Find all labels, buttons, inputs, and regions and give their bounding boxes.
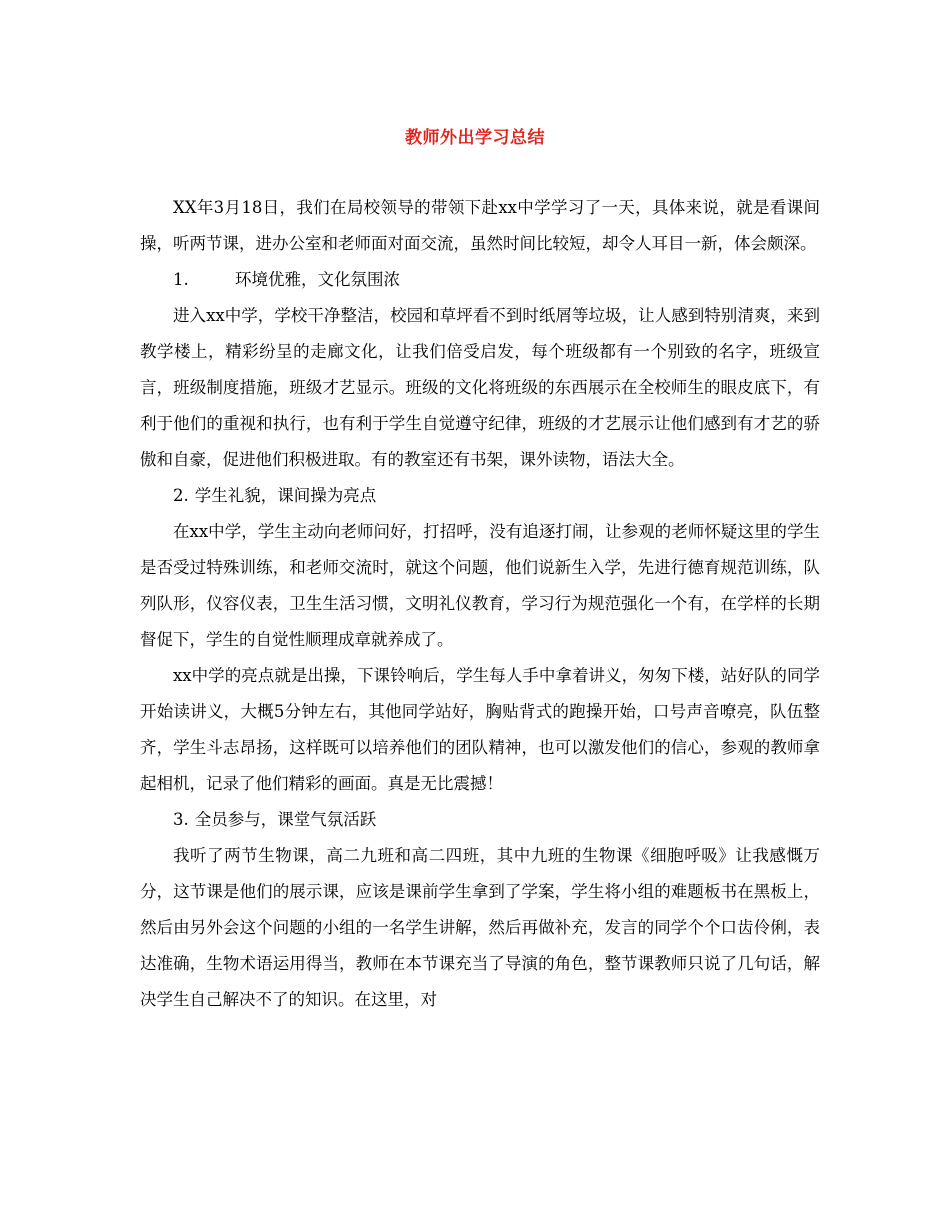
document-title: 教师外出学习总结 <box>405 128 545 148</box>
body-paragraph: 我听了两节生物课，高二九班和高二四班，其中九班的生物课《细胞呼吸》让我感慨万分，这节课是他们的展示课，应该是课前学生拿到了学案，学生将小组的难题板书在黑板上，然后由另外会这个问题的小组的一名学生讲解，然后再做补充，发言的同学个个口齿伶俐，表达准确，生物术语运用得当，教师在本节课充当了导演的角色，整节课教师只说了几句话，解决学生自己解决不了的知识。在这里，对 <box>140 846 820 1009</box>
intro-paragraph: XX年3月18日，我们在局校领导的带领下赴xx中学学习了一天，具体来说，就是看课间操，听两节课，进办公室和老师面对面交流，虽然时间比较短，却令人耳目一新，体会颇深。 <box>140 198 820 253</box>
section-heading-text: 环境优雅，文化氛围浓 <box>235 270 400 289</box>
body-paragraph: 进入xx中学，学校干净整洁，校园和草坪看不到时纸屑等垃圾，让人感到特别清爽，来到教学楼上，精彩纷呈的走廊文化，让我们倍受启发，每个班级都有一个别致的名字，班级宣言，班级制度措施，班级才艺显示。班级的文化将班级的东西展示在全校师生的眼皮底下，有利于他们的重视和执行，也有利于学生自觉遵守纪律，班级的才艺展示让他们感到有才艺的骄傲和自豪，促进他们积极进取。有的教室还有书架，课外读物，语法大全。 <box>140 306 820 469</box>
section-heading-text: 全员参与，课堂气氛活跃 <box>194 810 377 829</box>
section-number: 2. <box>173 486 189 505</box>
section-heading-1 <box>140 262 820 298</box>
body-paragraph: 在xx中学，学生主动向老师问好，打招呼，没有追逐打闹，让参观的老师怀疑这里的学生是否受过特殊训练，和老师交流时，就这个问题，他们说新生入学，先进行德育规范训练，队列队形，仪容仪表，卫生生活习惯，文明礼仪教育，学习行为规范强化一个有，在学样的长期督促下，学生的自觉性顺理成章就养成了。 <box>140 522 820 649</box>
section-number: 3. <box>173 810 189 829</box>
section-number: 1. <box>173 270 189 289</box>
section-heading-2 <box>140 478 820 514</box>
section-heading-3 <box>140 802 820 838</box>
section-heading-text: 学生礼貌，课间操为亮点 <box>194 486 377 505</box>
document-body <box>140 190 820 1018</box>
body-paragraph: xx中学的亮点就是出操，下课铃响后，学生每人手中拿着讲义，匆匆下楼，站好队的同学开始读讲义，大概5分钟左右，其他同学站好，胸贴背式的跑操开始，口号声音嘹亮，队伍整齐，学生斗志昂扬，这样既可以培养他们的团队精神，也可以激发他们的信心，参观的教师拿起相机，记录了他们精彩的画面。真是无比震撼！ <box>140 666 820 793</box>
